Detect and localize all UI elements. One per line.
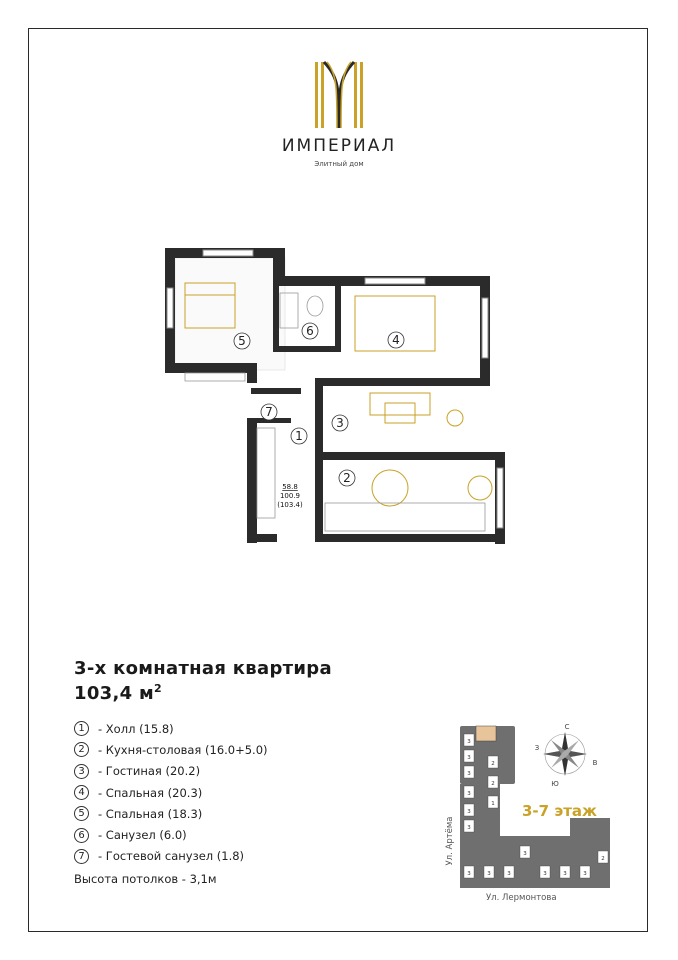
room-description: - Гостиная (20.2) — [98, 764, 201, 779]
room-number-badge: 4 — [74, 785, 89, 800]
svg-text:3: 3 — [583, 871, 587, 877]
street-left-label: Ул. Артёма — [445, 816, 455, 866]
svg-text:З: З — [534, 744, 540, 752]
svg-text:3: 3 — [467, 739, 471, 745]
svg-text:3: 3 — [543, 871, 547, 877]
floor-range: 3-7 этаж — [522, 802, 597, 820]
selected-unit — [476, 726, 496, 741]
brand-logo — [280, 60, 398, 168]
room-list-item — [74, 782, 268, 803]
brand-name: ИМПЕРИАЛ — [281, 136, 397, 156]
svg-text:3: 3 — [563, 871, 567, 877]
room-description: - Кухня-столовая (16.0+5.0) — [98, 742, 268, 757]
svg-text:В: В — [592, 759, 598, 767]
svg-text:Ю: Ю — [551, 780, 559, 788]
room-number-badge: 1 — [74, 721, 89, 736]
room-label-1 — [291, 428, 307, 444]
svg-text:3: 3 — [523, 851, 527, 857]
svg-text:2: 2 — [601, 856, 605, 862]
svg-text:3: 3 — [467, 755, 471, 761]
svg-text:2: 2 — [491, 781, 495, 787]
svg-text:3: 3 — [467, 871, 471, 877]
svg-text:3: 3 — [507, 871, 511, 877]
area-total: 100.9 — [279, 492, 301, 500]
room-label-7 — [261, 404, 277, 420]
svg-text:5: 5 — [238, 334, 246, 348]
apartment-area: 103,4 $м^2$ — [74, 682, 162, 704]
room-label-6 — [302, 323, 318, 339]
room-number-badge: 3 — [74, 764, 89, 779]
room-description: - Спальная (18.3) — [98, 806, 203, 821]
svg-text:3: 3 — [487, 871, 491, 877]
svg-text:3: 3 — [467, 791, 471, 797]
room-label-3 — [332, 415, 348, 431]
room-list — [74, 718, 268, 867]
room-list-item — [74, 739, 268, 760]
svg-text:7: 7 — [265, 405, 273, 419]
compass-icon — [535, 723, 598, 788]
room-label-5 — [234, 333, 250, 349]
area-living: 58.8 — [282, 483, 298, 491]
room-description: - Гостевой санузел (1.8) — [98, 849, 245, 864]
svg-text:С: С — [564, 723, 570, 731]
svg-text:2: 2 — [491, 761, 495, 767]
room-number-badge: 2 — [74, 742, 89, 757]
room-number-badge: 6 — [74, 828, 89, 843]
imperial-logo-icon — [313, 60, 365, 130]
room-label-4 — [388, 332, 404, 348]
room-description: - Санузел (6.0) — [98, 828, 187, 843]
svg-text:6: 6 — [306, 324, 314, 338]
room-number-badge: 7 — [74, 849, 89, 864]
street-bottom-label: Ул. Лермонтова — [486, 893, 557, 903]
room-label-2 — [339, 470, 355, 486]
svg-text:3: 3 — [467, 771, 471, 777]
svg-text:4: 4 — [392, 333, 400, 347]
room-description: - Спальная (20.3) — [98, 785, 203, 800]
svg-text:1: 1 — [491, 801, 495, 807]
svg-text:3: 3 — [467, 809, 471, 815]
floor-plan — [165, 248, 510, 548]
svg-text:1: 1 — [295, 429, 303, 443]
room-list-item — [74, 846, 268, 867]
room-list-item — [74, 824, 268, 845]
svg-text:3: 3 — [336, 416, 344, 430]
room-description: - Холл (15.8) — [98, 721, 174, 736]
svg-text:2: 2 — [343, 471, 351, 485]
room-list-item — [74, 803, 268, 824]
brand-tagline: Элитный дом — [314, 160, 364, 168]
apartment-title: 3-х комнатная квартира — [74, 658, 332, 679]
room-list-item — [74, 718, 268, 739]
room-number-badge: 5 — [74, 806, 89, 821]
room-list-item — [74, 761, 268, 782]
area-total-balcony: (103.4) — [277, 501, 303, 509]
ceiling-height: Высота потолков - 3,1м — [74, 872, 217, 886]
svg-text:3: 3 — [467, 825, 471, 831]
